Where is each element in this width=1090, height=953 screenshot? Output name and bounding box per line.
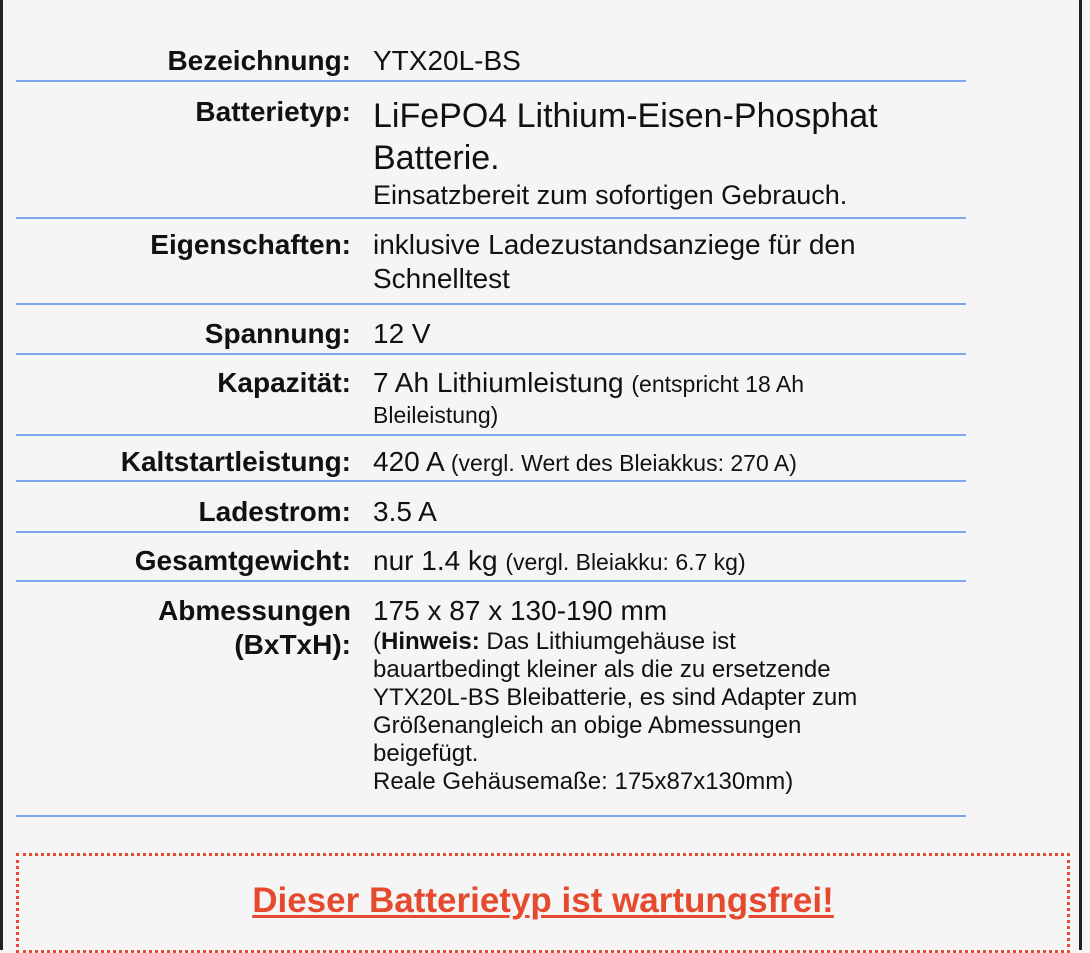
maintenance-free-notice — [16, 853, 1070, 953]
capacity-note: (entspricht 18 Ah — [631, 371, 804, 397]
hint-line: YTX20L-BS Bleibatterie, es sind Adapter zum — [373, 684, 858, 711]
spec-table — [16, 34, 966, 817]
dimensions-value: 175 x 87 x 130-190 mm — [373, 595, 668, 626]
hint-open-paren: ( — [373, 628, 381, 655]
spec-label-line: Abmessungen — [158, 595, 351, 626]
spec-row-ladestrom — [16, 482, 966, 533]
spec-label: Kaltstartleistung: — [120, 446, 351, 477]
property-line: inklusive Ladezustandsanziege für den — [373, 229, 856, 260]
spec-value — [373, 228, 966, 303]
hint-bold-label: Hinweis: — [381, 628, 480, 655]
spec-label: Ladestrom: — [198, 496, 351, 527]
weight-value: nur 1.4 kg — [373, 545, 498, 576]
battery-type-line: LiFePO4 Lithium-Eisen-Phosphat — [373, 97, 878, 135]
spec-label: Eigenschaften: — [150, 229, 351, 260]
spec-label-line: (BxTxH): — [234, 629, 351, 660]
spec-value — [373, 366, 966, 434]
capacity-value: 7 Ah Lithiumleistung — [373, 367, 624, 398]
spec-label: Spannung: — [204, 318, 351, 349]
spec-value: YTX20L-BS — [373, 45, 521, 76]
spec-row-gesamtgewicht — [16, 533, 966, 582]
spec-label: Kapazität: — [217, 367, 351, 398]
cold-start-note: (vergl. Wert des Bleiakkus: 270 A) — [450, 450, 797, 476]
spec-row-batterietyp — [16, 82, 966, 219]
spec-label — [16, 594, 373, 815]
spec-value: 3.5 A — [373, 496, 437, 527]
battery-type-subline: Einsatzbereit zum sofortigen Gebrauch. — [373, 180, 848, 210]
hint-line: beigefügt. — [373, 740, 479, 767]
hint-line: Reale Gehäusemaße: 175x87x130mm) — [373, 768, 794, 795]
spec-value: 12 V — [373, 318, 431, 349]
spec-label: Gesamtgewicht: — [134, 545, 351, 576]
spec-row-kapazitaet — [16, 355, 966, 436]
weight-note: (vergl. Bleiakku: 6.7 kg) — [505, 549, 746, 575]
spec-row-abmessungen — [16, 582, 966, 817]
spec-row-kaltstartleistung — [16, 436, 966, 482]
capacity-note-line: Bleileistung) — [373, 402, 499, 428]
spec-label: Batterietyp: — [195, 96, 351, 127]
hint-text: Das Lithiumgehäuse ist — [479, 628, 736, 655]
battery-type-line: Batterie. — [373, 139, 500, 177]
maintenance-free-link[interactable]: Dieser Batterietyp ist wartungsfrei! — [252, 881, 834, 920]
spec-value — [373, 95, 966, 217]
cold-start-value: 420 A — [373, 446, 444, 477]
hint-line — [373, 628, 966, 656]
spec-row-eigenschaften — [16, 219, 966, 305]
spec-value — [373, 594, 966, 815]
hint-line: bauartbedingt kleiner als die zu ersetzende — [373, 656, 831, 683]
property-line: Schnelltest — [373, 263, 510, 294]
hint-line: Größenangleich an obige Abmessungen — [373, 712, 802, 739]
spec-value — [373, 544, 966, 580]
spec-label: Bezeichnung: — [167, 45, 351, 76]
spec-row-bezeichnung — [16, 34, 966, 82]
spec-row-spannung — [16, 305, 966, 355]
dimensions-hint — [373, 628, 966, 796]
spec-value — [373, 445, 966, 480]
